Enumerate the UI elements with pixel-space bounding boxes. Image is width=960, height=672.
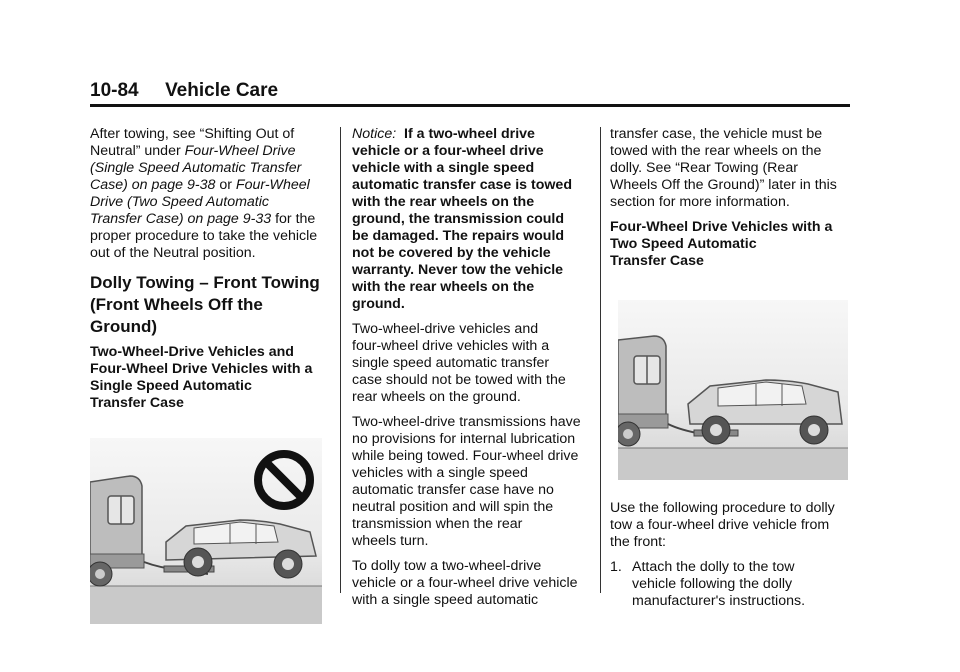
dolly-towing-heading: Dolly Towing – Front Towing (Front Wheels Off the Ground): [90, 273, 320, 336]
lubrication-paragraph: Two-wheel-drive transmissions have no provisions for internal lubrication while being towed. Four-wheel drive vehicles with a single speed automatic transfer case have no neutral position and will spin the transmission when the rear wheels turn.: [352, 414, 581, 549]
notice-text: If a two-wheel drive vehicle or a four-wheel drive vehicle with a single speed automatic transfer case is towed with the rear wheels on the ground, the transmission could be damaged. The repairs would not be covered by the vehicle warranty. Never tow the vehicle with the rear wheels on the ground.: [352, 126, 572, 312]
page-number: 10-84: [90, 80, 139, 101]
paragraph-text: After towing, see “Shifting Out of Neutral” under: [90, 126, 295, 159]
column-middle: [352, 126, 590, 617]
notice-paragraph: [352, 126, 590, 313]
column-divider: [340, 127, 341, 593]
dolly-towing-illustration: [618, 300, 848, 480]
section-title: Vehicle Care: [165, 80, 279, 101]
column-left: [90, 126, 330, 624]
after-towing-paragraph: [90, 126, 330, 262]
procedure-step: [610, 559, 855, 610]
no-rear-wheels-paragraph: Two-wheel-drive vehicles and four-wheel drive vehicles with a single speed automatic transfer case should not be towed with the rear wheels on the ground.: [352, 321, 566, 405]
prohibited-towing-illustration: [90, 438, 322, 624]
four-wheel-drive-subheading: Four-Wheel Drive Vehicles with a Two Speed Automatic Transfer Case: [610, 219, 833, 269]
header-rule: [90, 104, 850, 107]
page-header: [90, 80, 850, 102]
paragraph-text: for the proper procedure to take the vehicle out of the Neutral position.: [90, 211, 318, 261]
cross-reference-link[interactable]: Four-Wheel Drive (Single Speed Automatic Transfer Case) on page 9-38: [90, 143, 302, 193]
column-right: [610, 126, 855, 610]
two-wheel-drive-subheading: Two-Wheel-Drive Vehicles and Four-Wheel Drive Vehicles with a Single Speed Automatic Transfer Case: [90, 344, 313, 411]
paragraph-text: or: [215, 177, 236, 193]
transfer-case-paragraph: transfer case, the vehicle must be towed with the rear wheels on the dolly. See “Rear Towing (Rear Wheels Off the Ground)” later in this section for more information.: [610, 126, 837, 210]
step-text: Attach the dolly to the tow vehicle following the dolly manufacturer's instructions.: [632, 559, 806, 609]
cross-reference-link[interactable]: Four-Wheel Drive (Two Speed Automatic Transfer Case) on page 9-33: [90, 177, 310, 227]
step-number: 1.: [610, 559, 622, 575]
column-divider: [600, 127, 601, 593]
dolly-tow-paragraph: To dolly tow a two-wheel-drive vehicle or a four-wheel drive vehicle with a single speed automatic: [352, 558, 578, 608]
procedure-intro-paragraph: Use the following procedure to dolly tow a four-wheel drive vehicle from the front:: [610, 500, 835, 550]
notice-label: Notice:: [352, 126, 397, 142]
